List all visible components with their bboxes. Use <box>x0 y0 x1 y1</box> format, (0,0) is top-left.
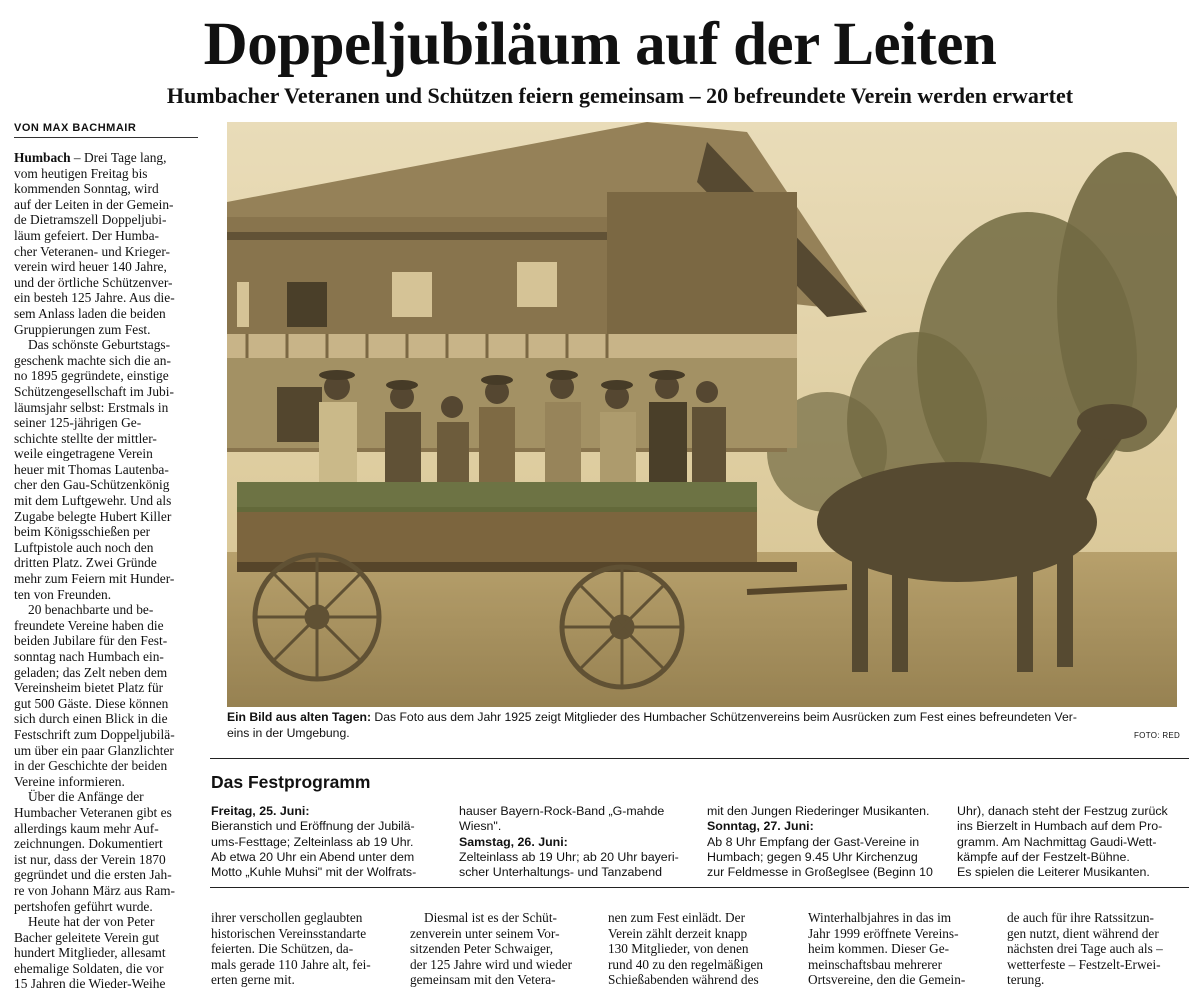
article-paragraph-1 <box>14 150 197 337</box>
photo-illustration <box>227 122 1177 707</box>
festprogramm-column-4 <box>957 804 1192 880</box>
bottom-column-4 <box>808 910 991 988</box>
dateline: Humbach <box>14 150 71 165</box>
caption-text: Das Foto aus dem Jahr 1925 zeigt Mitglieder des Humbacher Schützenvereins beim Ausrücken zum Fest eines befreundeten Ver- <box>374 710 1077 724</box>
day-friday: Freitag, 25. Juni: <box>211 804 310 818</box>
bottom-column-3 <box>608 910 792 988</box>
photo-credit: FOTO: RED <box>1134 731 1181 740</box>
box-bottom-rule <box>210 887 1189 888</box>
festprogramm-column-2 <box>459 804 699 880</box>
subheadline: Humbacher Veteranen und Schützen feiern gemeinsam – 20 befreundete Verein werden erwartet <box>166 83 1074 108</box>
box-top-rule <box>210 758 1189 759</box>
bottom-column-5 <box>1007 910 1190 988</box>
festprogramm-title: Das Festprogramm <box>211 772 371 792</box>
saturday-text: Zelteinlass ab 19 Uhr; ab 20 Uhr bayeri- scher Unterhaltungs- und Tanzabend <box>459 849 679 880</box>
day-saturday: Samstag, 26. Juni: <box>459 834 568 849</box>
headline: Doppeljubiläum auf der Leiten <box>203 11 997 78</box>
festprogramm-column-3 <box>707 804 952 880</box>
historic-photo <box>227 122 1177 707</box>
column-4-text: Uhr), danach steht der Festzug zurück ins Bierzelt in Humbach auf dem Pro- gramm. Am Nachmittag Gaudi-Wett- kämpfe auf der Festzelt-Bühne. Es spielen die Leiterer Musikanten. <box>957 804 1168 880</box>
caption-text-line-2: eins in der Umgebung. <box>227 725 350 740</box>
bottom-column-3-text: nen zum Fest einlädt. Der Verein zählt derzeit knapp 130 Mitglieder, von denen rund 40 zu den regelmäßigen Schießabenden während des <box>608 910 764 988</box>
article-paragraph-4: Über die Anfänge der Humbacher Veteranen gibt es allerdings kaum mehr Auf- zeichnungen. Dokumentiert ist nur, dass der Verein 1870 gegründet und die ersten Jah- re von Johann März aus Ram- pertshofen geführt wurde. <box>14 789 176 914</box>
day-sunday: Sonntag, 27. Juni: <box>707 819 814 834</box>
article-column <box>14 150 197 992</box>
sunday-text: Ab 8 Uhr Empfang der Gast-Vereine in Humbach; gegen 9.45 Uhr Kirchenzug zur Feldmesse in Großeglsee (Beginn 10 <box>707 834 933 880</box>
friday-text: Bieranstich und Eröffnung der Jubilä- ums-Festtage; Zelteinlass ab 19 Uhr. Ab etwa 20 Uhr ein Abend unter dem Motto „Kuhle Muhsi" mit der Wolfrats- <box>211 819 417 880</box>
bottom-column-5-text: de auch für ihre Ratssitzun- gen nutzt, dient während der nächsten drei Tage auch als – wetterfeste – Festzelt-Erwei- terung. <box>1007 910 1163 988</box>
paragraph-1-text: – Drei Tage lang, vom heutigen Freitag bis kommenden Sonntag, wird auf der Leiten in der Gemein- de Dietramszell Doppeljubi- läum gefeiert. Der Humba- cher Veteranen- und Krieger- verein wird heuer 140 Jahre, und der örtliche Schützenver- ein besteh 125 Jahre. Aus die- sem Anlass laden die beiden Gruppierungen zum Fest. <box>14 150 175 337</box>
article-paragraph-2: Das schönste Geburtstags- geschenk machte sich die an- no 1895 gegründete, einstige Schützengesellschaft im Jubi- läumsjahr selbst: Erstmals in seiner 125-jährigen Ge- schichte stellte der mittler- weile eingetragene Verein heuer mit Thomas Lautenba- cher den Gau-Schützenkönig mit dem Luftgewehr. Und als Zugabe belegte Hubert Killer beim Königsschießen per Luftpistole auch noch den dritten Platz. Zwei Gründe mehr zum Feiern mit Hunder- ten von Freunden. <box>14 337 175 602</box>
bottom-column-2-text: Diesmal ist es der Schüt- zenverein unter seinem Vor- sitzenden Peter Schwaiger, der 125 Jahre wird und wieder gemeinsam mit den Vetera- <box>410 910 573 988</box>
article-paragraph-3: 20 benachbarte und be- freundete Vereine haben die beiden Jubilare für den Fest- sonntag nach Humbach ein- geladen; das Zelt neben dem Vereinsheim bietet Platz für gut 500 Gäste. Diese können sich durch einen Blick in die Festschrift zum Doppeljubilä- um über ein paar Glanzlichter in der Geschichte der beiden Vereine informieren. <box>14 602 175 789</box>
bottom-column-4-text: Winterhalbjahres in das im Jahr 1999 eröffnete Vereins- heim kommen. Dieser Ge- meinschaftsbau mehrerer Ortsvereine, den die Gemein- <box>808 910 966 988</box>
column-3-text-top: mit den Jungen Riederinger Musikanten. <box>707 804 930 818</box>
column-2-text-top: hauser Bayern-Rock-Band „G-mahde Wiesn". <box>459 804 665 834</box>
photo-caption <box>227 710 1180 741</box>
bottom-column-1-text: ihrer verschollen geglaubten historischen Vereinsstandarte feierten. Die Schützen, da- mals gerade 110 Jahre alt, fei- erten gerne mit. <box>211 910 371 988</box>
bottom-column-1 <box>211 910 393 988</box>
caption-bold: Ein Bild aus alten Tagen: <box>227 710 372 724</box>
festprogramm-column-1 <box>211 804 451 880</box>
article-paragraph-5: Heute hat der von Peter Bacher geleitete Verein gut hundert Mitglieder, allesamt ehemalige Soldaten, die vor 15 Jahren die Wieder-Weihe <box>14 914 166 992</box>
byline: VON MAX BACHMAIR <box>14 122 198 138</box>
bottom-column-2 <box>410 910 592 988</box>
